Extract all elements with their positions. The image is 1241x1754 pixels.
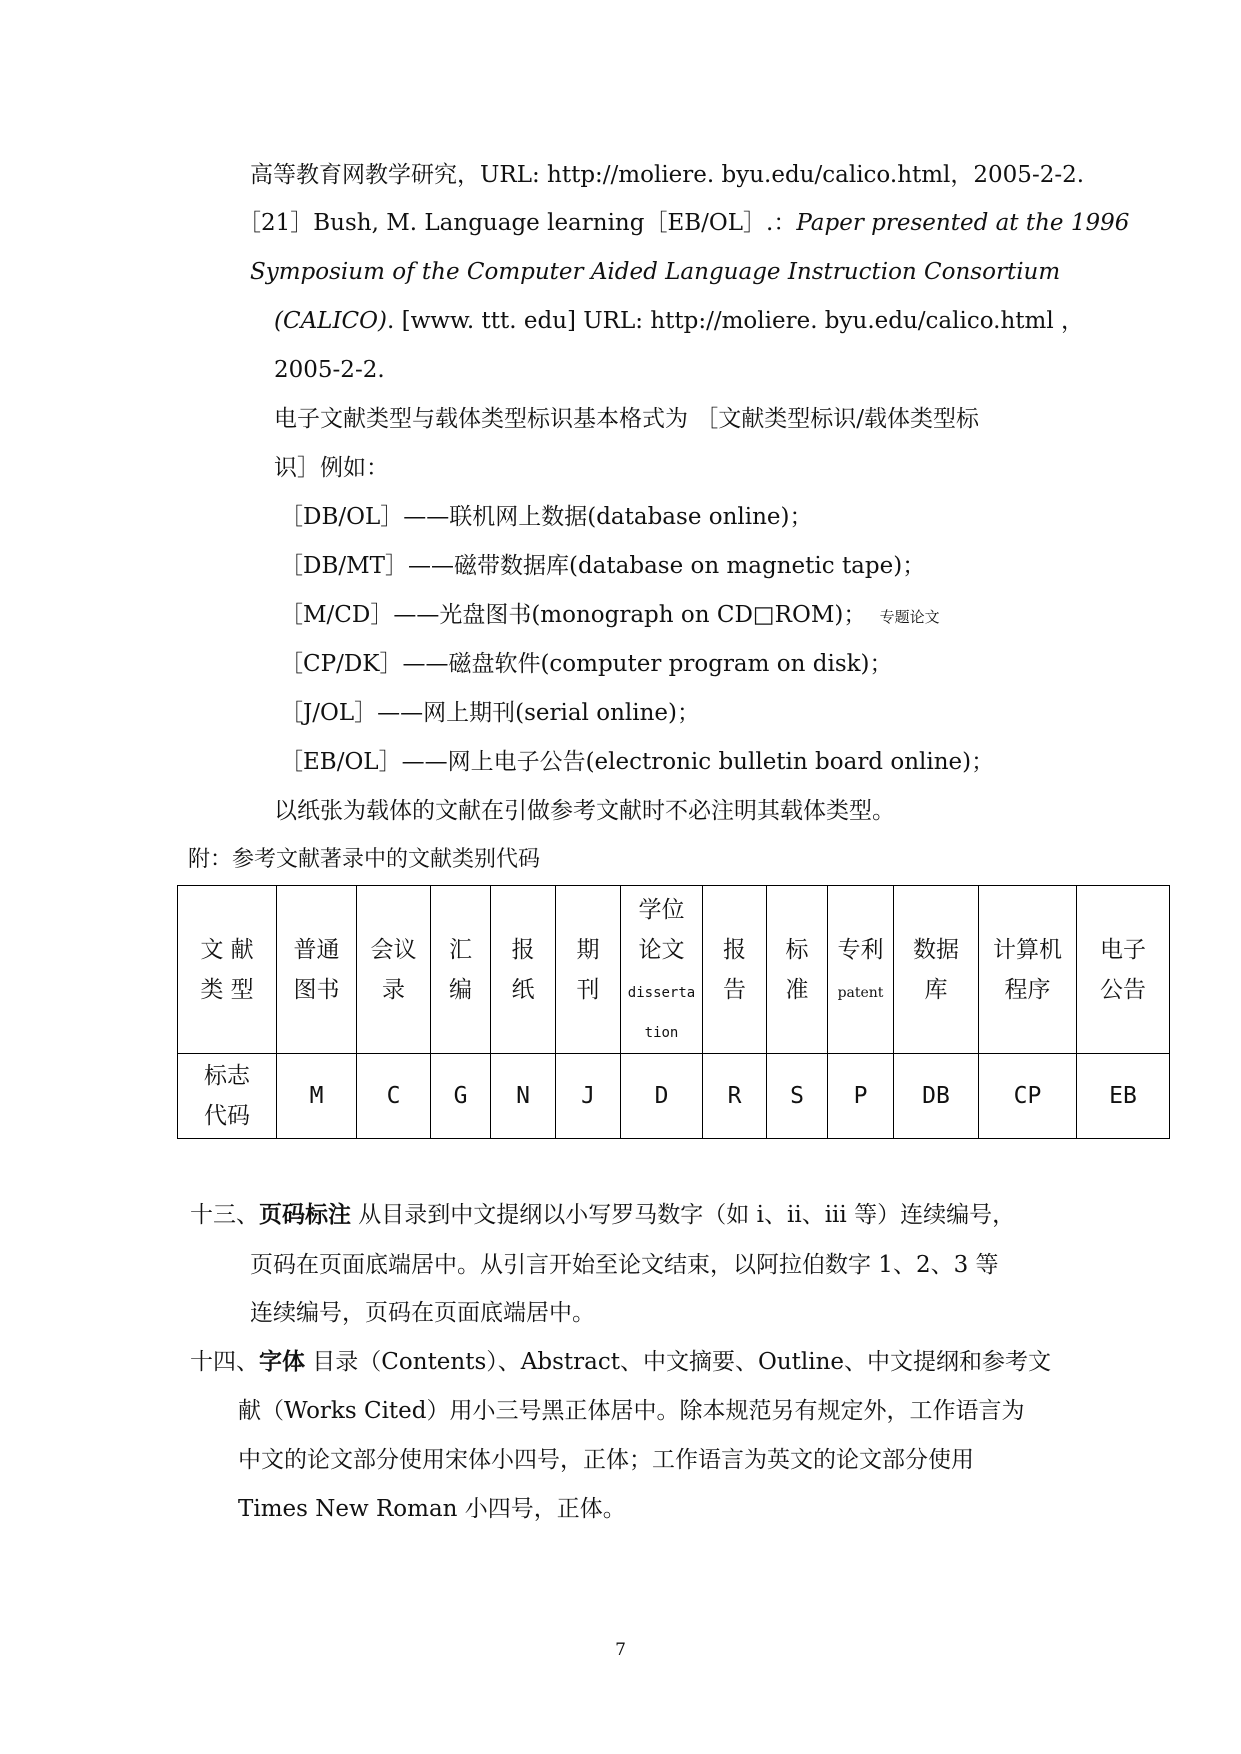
document-type-code-table [177,885,1170,1139]
ref-21-prefix: ［21］Bush, M. Language learning［EB/OL］.： [238,210,797,236]
ref-url: . [www. ttt. edu] URL: http://moliere. byu.edu/calico.html ， [386,308,1085,334]
carrier-type-text: ［M/CD］——光盘图书(monograph on CD□ROM)； [280,602,867,628]
code-cell: DB [894,1054,979,1139]
header-cell-newspaper: 报 纸 [491,886,556,1054]
section-14-text: 目录（Contents）、Abstract、中文摘要、Outline、中文提纲和参考文 [305,1349,1052,1375]
carrier-type-item: ［DB/MT］——磁带数据库(database on magnetic tape)； [280,553,926,579]
section-13-line-2: 页码在页面底端居中。从引言开始至论文结束，以阿拉伯数字 1、2、3 等 [250,1252,999,1278]
paper-note: 以纸张为载体的文献在引做参考文献时不必注明其载体类型。 [274,798,895,824]
section-13-line-3: 连续编号，页码在页面底端居中。 [250,1300,595,1326]
ref-line-4 [274,306,1084,336]
header-cell-compilation: 汇 编 [431,886,491,1054]
page-number: 7 [615,1640,626,1660]
header-cell-journal: 期 刊 [556,886,621,1054]
header-cell-electronic-bulletin: 电子 公告 [1077,886,1170,1054]
carrier-type-item: ［CP/DK］——磁盘软件(computer program on disk)； [280,651,893,677]
ref-21-title: Paper presented at the 1996 [796,210,1130,236]
table-title: 附：参考文献著录中的文献类别代码 [188,847,541,872]
format-note-line-1: 电子文献类型与载体类型标识基本格式为 ［文献类型标识/载体类型标 [274,406,980,432]
code-cell: R [703,1054,767,1139]
code-label-cell: 标志 代码 [178,1054,277,1139]
section-13-number: 十三、 [190,1202,259,1228]
ref-calico: (CALICO) [274,308,387,334]
header-cell-report: 报 告 [703,886,767,1054]
section-14-line-3: 中文的论文部分使用宋体小四号，正体；工作语言为英文的论文部分使用 [238,1447,974,1473]
code-cell: G [431,1054,491,1139]
header-cell-general-book: 普通 图书 [277,886,357,1054]
carrier-type-item: ［DB/OL］——联机网上数据(database online)； [280,504,813,530]
code-cell: M [277,1054,357,1139]
table-code-row [178,1054,1170,1139]
code-cell: D [621,1054,703,1139]
header-cell-standard: 标 准 [767,886,828,1054]
section-14-line-1 [190,1347,1051,1377]
ref-line-3: Symposium of the Computer Aided Language Instruction Consortium [250,259,1061,285]
section-13-text: 从目录到中文提纲以小写罗马数字（如 i、ii、iii 等）连续编号， [351,1202,1016,1228]
ref-line-1: 高等教育网教学研究，URL: http://moliere. byu.edu/calico.html，2005-2-2. [250,162,1085,188]
code-cell: J [556,1054,621,1139]
code-cell: CP [979,1054,1077,1139]
carrier-type-item [280,600,940,632]
header-cell-proceedings: 会议 录 [357,886,431,1054]
ref-line-2 [238,208,1129,238]
format-note-line-2: 识］例如： [274,455,389,481]
code-cell: C [357,1054,431,1139]
side-note: 专题论文 [879,608,940,626]
header-cell-patent: 专利 patent [828,886,894,1054]
carrier-type-item: ［EB/OL］——网上电子公告(electronic bulletin board online)； [280,749,995,775]
header-cell-doc-type: 文 献 类 型 [178,886,277,1054]
section-14-line-4: Times New Roman 小四号，正体。 [238,1496,626,1522]
header-cell-computer-program: 计算机 程序 [979,886,1077,1054]
code-cell: N [491,1054,556,1139]
header-cell-database: 数据 库 [894,886,979,1054]
carrier-type-item: ［J/OL］——网上期刊(serial online)； [280,700,700,726]
ref-line-5: 2005-2-2. [274,357,385,383]
section-14-title: 字体 [259,1349,305,1375]
table-header-row [178,886,1170,1054]
code-cell: EB [1077,1054,1170,1139]
section-13-title: 页码标注 [259,1202,351,1228]
section-14-number: 十四、 [190,1349,259,1375]
code-cell: S [767,1054,828,1139]
header-cell-dissertation: 学位 论文 disserta tion [621,886,703,1054]
code-cell: P [828,1054,894,1139]
section-13-line-1 [190,1200,1015,1230]
section-14-line-2: 献（Works Cited）用小三号黑正体居中。除本规范另有规定外，工作语言为 [238,1398,1025,1424]
